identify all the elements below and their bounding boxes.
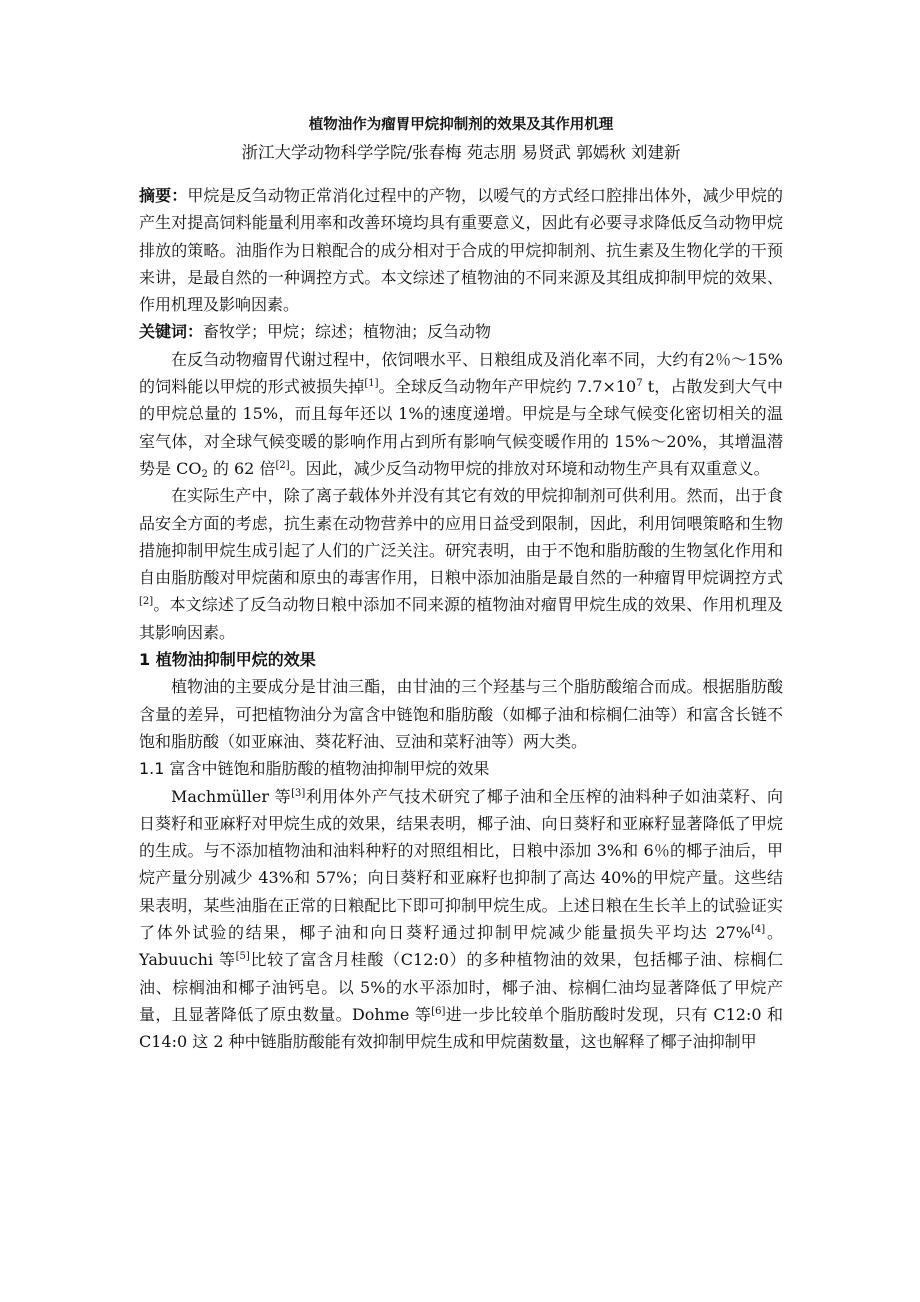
exponent: 7: [636, 378, 643, 390]
abstract-text: 甲烷是反刍动物正常消化过程中的产物，以嗳气的方式经口腔排出体外，减少甲烷的产生对提高饲料能量利用率和改善环境均具有重要意义，因此有必要寻求降低反刍动物甲烷排放的策略。油脂作为日粮配合的成分相对于合成的甲烷抑制剂、抗生素及生物化学的干预来讲，是最自然的一种调控方式。本文综述了植物油的不同来源及其组成抑制甲烷的效果、作用机理及影响因素。: [139, 186, 783, 315]
intro-paragraph-1: [139, 346, 783, 482]
keywords-line: [139, 318, 783, 345]
keywords-label: 关键词：: [139, 322, 204, 342]
citation: [4]: [751, 924, 766, 936]
text-run: 在反刍动物瘤胃代谢过程中，依饲喂水平、日粮组成及消化率不同，大约有2％～15%的饲料能以甲烷的形式被损失掉: [139, 349, 783, 397]
abstract-label: 摘要：: [139, 186, 188, 205]
section-1-1-paragraph: [139, 783, 783, 1056]
section-heading-1-1: 1.1 富含中链饱和脂肪酸的植物油抑制甲烷的效果: [139, 759, 490, 779]
section-1-paragraph: 植物油的主要成分是甘油三酯，由甘油的三个羟基与三个脂肪酸缩合而成。根据脂肪酸含量的差异，可把植物油分为富含中链饱和脂肪酸（如椰子油和棕榈仁油等）和富含长链不饱和脂肪酸（如亚麻油、葵花籽油、豆油和菜籽油等）两大类。: [139, 677, 783, 751]
document-body: [139, 112, 783, 1056]
citation: [5]: [235, 951, 250, 963]
citation: [3]: [291, 787, 306, 799]
section-heading-1: 1 植物油抑制甲烷的效果: [139, 650, 316, 670]
abstract-paragraph: [139, 182, 783, 318]
keywords-text: 畜牧学；甲烷；综述；植物油；反刍动物: [203, 322, 492, 342]
subscript: 2: [201, 468, 208, 480]
text-run: 。因此，减少反刍动物甲烷的排放对环境和动物生产具有双重意义。: [289, 458, 770, 478]
author-line: 浙江大学动物科学学院/张春梅 苑志朋 易贤武 郭嫣秋 刘建新: [241, 143, 681, 162]
text-run: Machmüller 等: [171, 786, 292, 806]
text-run: 的 62 倍: [207, 458, 276, 478]
text-run: 。全球反刍动物年产甲烷约 7.7×10: [378, 377, 637, 397]
text-run: 。Yabuuchi 等: [139, 923, 783, 970]
citation: [2]: [139, 596, 154, 608]
document-title: 植物油作为瘤胃甲烷抑制剂的效果及其作用机理: [308, 117, 614, 133]
text-run: t，占散发到大气中的甲烷总量的 15%，而且每年还以 1%的速度递增。甲烷是与全球气候变化密切相关的温室气体，对全球气候变暖的影响作用占到所有影响气候变暖作用的 15%～20%，其增温潜势是 CO: [139, 377, 783, 478]
intro-paragraph-2: [139, 482, 783, 646]
text-run: 利用体外产气技术研究了椰子油和全压榨的油料种子如油菜籽、向日葵籽和亚麻籽对甲烷生成的效果，结果表明，椰子油、向日葵籽和亚麻籽显著降低了甲烷的生成。与不添加植物油和油料种籽的对照组相比，日粮中添加 3%和 6％的椰子油后，甲烷产量分别减少 43%和 57%；向日葵籽和亚麻籽也抑制了高达 40%的甲烷产量。这些结果表明，某些油脂在正常的日粮配比下即可抑制甲烷生成。上述日粮在生长羊上的试验证实了体外试验的结果，椰子油和向日葵籽通过抑制甲烷减少能量损失平均达 27%: [139, 786, 783, 943]
text-run: 在实际生产中，除了离子载体外并没有其它有效的甲烷抑制剂可供利用。然而，出于食品安全方面的考虑，抗生素在动物营养中的应用日益受到限制，因此，利用饲喂策略和生物措施抑制甲烷生成引起了人们的广泛关注。研究表明，由于不饱和脂肪酸的生物氢化作用和自由脂肪酸对甲烷菌和原虫的毒害作用，日粮中添加油脂是最自然的一种瘤胃甲烷调控方式: [139, 486, 783, 588]
citation: [6]: [431, 1005, 446, 1017]
text-run: 比较了富含月桂酸（C12:0）的多种植物油的效果，包括椰子油、棕榈仁油、棕榈油和椰子油钙皂。以 5%的水平添加时，椰子油、棕榈仁油均显著降低了甲烷产量，且显著降低了原虫数量。Dohme 等: [139, 950, 783, 1024]
text-run: 。本文综述了反刍动物日粮中添加不同来源的植物油对瘤胃甲烷生成的效果、作用机理及其影响因素。: [139, 595, 783, 642]
citation: [2]: [275, 459, 290, 471]
citation: [1]: [364, 378, 379, 390]
text-run: 进一步比较单个脂肪酸时发现，只有 C12:0 和 C14:0 这 2 种中链脂肪酸能有效抑制甲烷生成和甲烷菌数量，这也解释了椰子油抑制甲: [139, 1004, 783, 1052]
